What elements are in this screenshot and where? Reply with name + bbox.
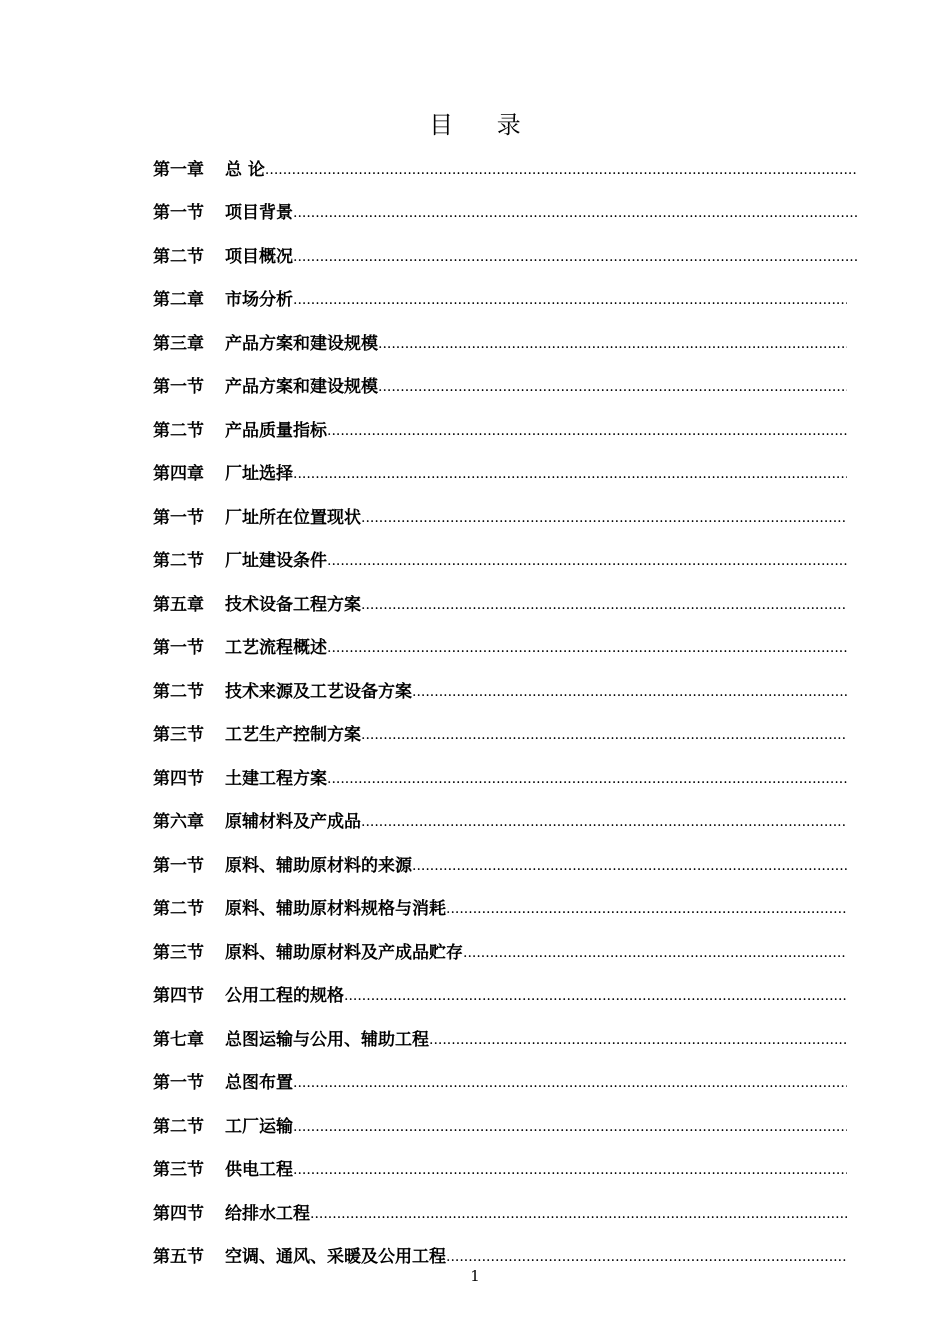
toc-entry-text: 市场分析 xyxy=(225,290,293,310)
toc-entry-label: 第二节 xyxy=(153,246,204,267)
toc-entry xyxy=(153,316,857,360)
toc-dot-leader xyxy=(412,682,847,702)
toc-entry-text: 产品方案和建设规模 xyxy=(225,377,378,397)
toc-entry xyxy=(153,186,857,230)
toc-entry-text: 总 论 xyxy=(225,159,265,180)
toc-dot-leader xyxy=(327,551,847,571)
toc-entry xyxy=(153,142,857,186)
toc-dot-leader xyxy=(361,595,847,615)
toc-entry xyxy=(153,403,857,447)
toc-entry xyxy=(153,229,857,273)
toc-entry-text: 原料、辅助原材料及产成品贮存 xyxy=(225,942,463,963)
toc-entry-label: 第五节 xyxy=(153,1247,204,1267)
toc-entry-text: 原料、辅助原材料的来源 xyxy=(225,855,412,876)
toc-entry-label: 第二节 xyxy=(153,1116,204,1137)
toc-entry-label: 第二节 xyxy=(153,681,204,702)
toc-entry-label: 第三节 xyxy=(153,1160,204,1180)
toc-entry xyxy=(153,708,857,752)
page-title: 目 录 xyxy=(429,111,539,139)
toc-entry-text: 工艺生产控制方案 xyxy=(225,725,361,745)
toc-entry xyxy=(153,664,857,708)
toc-entry xyxy=(153,1012,857,1056)
toc-entry xyxy=(153,1099,857,1143)
toc-entry-text: 总图布置 xyxy=(225,1073,293,1093)
toc-entry-label: 第一节 xyxy=(153,638,204,658)
toc-dot-leader xyxy=(327,769,847,789)
toc-entry xyxy=(153,577,857,621)
toc-dot-leader xyxy=(293,290,847,310)
toc-entry-label: 第一章 xyxy=(153,159,204,180)
toc-entry-text: 厂址建设条件 xyxy=(225,551,327,571)
toc-dot-leader xyxy=(361,725,847,745)
toc-entry-text: 项目概况 xyxy=(225,246,293,267)
toc-entry-label: 第二章 xyxy=(153,290,204,310)
toc-entry-text: 公用工程的规格 xyxy=(225,986,344,1006)
toc-dot-leader xyxy=(361,508,847,528)
toc-entry-label: 第三节 xyxy=(153,942,204,963)
toc-entry-label: 第一节 xyxy=(153,203,204,223)
toc-entry-label: 第三章 xyxy=(153,333,204,354)
toc-entry xyxy=(153,534,857,578)
toc-entry-label: 第四节 xyxy=(153,768,204,789)
toc-dot-leader xyxy=(378,334,847,354)
toc-dot-leader xyxy=(361,812,847,832)
toc-entry-text: 供电工程 xyxy=(225,1160,293,1180)
toc-dot-leader xyxy=(293,203,857,223)
toc-dot-leader xyxy=(293,464,847,484)
toc-entry-label: 第六章 xyxy=(153,812,204,832)
toc-entry xyxy=(153,447,857,491)
toc-dot-leader xyxy=(327,638,847,658)
toc-entry-label: 第二节 xyxy=(153,420,204,441)
toc-entry-label: 第四节 xyxy=(153,986,204,1006)
toc-entry-text: 工艺流程概述 xyxy=(225,638,327,658)
toc-dot-leader xyxy=(463,943,847,963)
toc-dot-leader xyxy=(293,247,857,267)
toc-entry-label: 第二节 xyxy=(153,899,204,919)
toc-entry-label: 第四节 xyxy=(153,1203,204,1224)
toc-entry-text: 空调、通风、采暖及公用工程 xyxy=(225,1247,446,1267)
toc-entry-text: 产品方案和建设规模 xyxy=(225,333,378,354)
toc-entry-label: 第七章 xyxy=(153,1029,204,1050)
toc-dot-leader xyxy=(378,377,847,397)
toc-entry-text: 给排水工程 xyxy=(225,1203,310,1224)
toc-dot-leader xyxy=(446,1247,847,1267)
toc-entry xyxy=(153,273,857,317)
toc-entry-text: 技术设备工程方案 xyxy=(225,594,361,615)
toc-entry-label: 第一节 xyxy=(153,507,204,528)
toc-entry xyxy=(153,838,857,882)
toc-entry-text: 厂址所在位置现状 xyxy=(225,507,361,528)
toc-dot-leader xyxy=(429,1030,847,1050)
toc-entry-label: 第五章 xyxy=(153,594,204,615)
toc-entry-label: 第二节 xyxy=(153,551,204,571)
toc-dot-leader xyxy=(293,1073,847,1093)
toc-entry-label: 第一节 xyxy=(153,377,204,397)
toc-entry xyxy=(153,969,857,1013)
toc-entry-label: 第一节 xyxy=(153,855,204,876)
toc-entry xyxy=(153,1186,857,1230)
toc-entry-label: 第四章 xyxy=(153,464,204,484)
toc-entry xyxy=(153,360,857,404)
toc-entry xyxy=(153,1143,857,1187)
toc-dot-leader xyxy=(293,1117,847,1137)
toc-entry xyxy=(153,621,857,665)
toc-entry-text: 项目背景 xyxy=(225,203,293,223)
toc-dot-leader xyxy=(293,1160,847,1180)
toc-entry xyxy=(153,882,857,926)
toc-entry-text: 土建工程方案 xyxy=(225,768,327,789)
page-number: 1 xyxy=(470,1267,480,1285)
toc-entry-text: 厂址选择 xyxy=(225,464,293,484)
toc-entry xyxy=(153,925,857,969)
toc-entry-text: 工厂运输 xyxy=(225,1116,293,1137)
toc-entry xyxy=(153,751,857,795)
toc-dot-leader xyxy=(327,421,847,441)
toc-dot-leader xyxy=(446,899,847,919)
toc-entry xyxy=(153,1056,857,1100)
toc-entry xyxy=(153,490,857,534)
toc-entry-text: 技术来源及工艺设备方案 xyxy=(225,681,412,702)
toc-entry-label: 第一节 xyxy=(153,1073,204,1093)
toc-entry-text: 原料、辅助原材料规格与消耗 xyxy=(225,899,446,919)
toc-entry-label: 第三节 xyxy=(153,725,204,745)
toc-dot-leader xyxy=(344,986,847,1006)
table-of-contents xyxy=(153,142,857,1273)
toc-entry-text: 总图运输与公用、辅助工程 xyxy=(225,1029,429,1050)
toc-dot-leader xyxy=(412,856,847,876)
toc-entry xyxy=(153,795,857,839)
toc-dot-leader xyxy=(310,1204,847,1224)
toc-entry-text: 产品质量指标 xyxy=(225,420,327,441)
toc-entry-text: 原辅材料及产成品 xyxy=(225,812,361,832)
toc-dot-leader xyxy=(265,160,857,180)
